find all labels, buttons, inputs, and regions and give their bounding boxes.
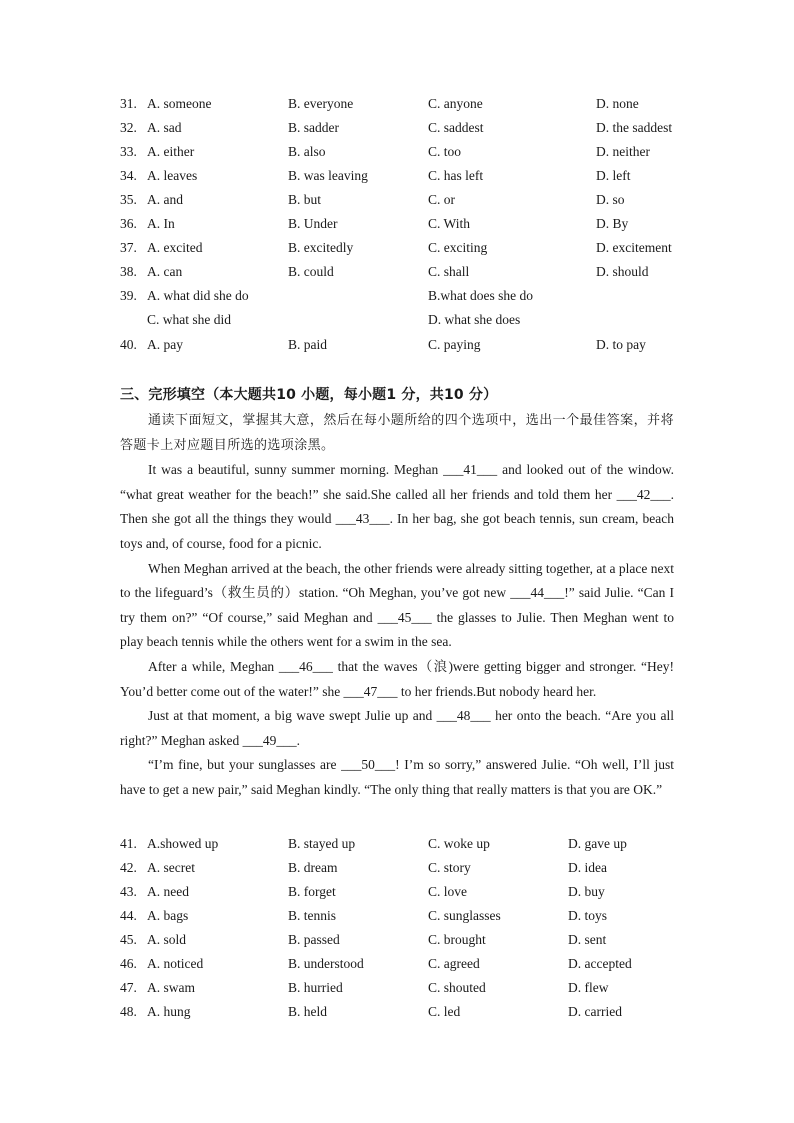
question-number: 37. xyxy=(120,240,137,255)
option-a: A. secret xyxy=(147,860,195,875)
option-b: B. understood xyxy=(288,956,364,971)
option-c: C. led xyxy=(428,1004,461,1019)
question-number: 36. xyxy=(120,216,137,231)
option-a: A. can xyxy=(147,264,183,279)
option-c: C. anyone xyxy=(428,96,483,111)
option-b: B. but xyxy=(288,192,322,207)
option-a: A. and xyxy=(147,192,183,207)
question-number: 45. xyxy=(120,932,137,947)
option-d: D. idea xyxy=(568,860,607,875)
option-c: C. story xyxy=(428,860,471,875)
option-b: B.what does she do xyxy=(428,288,533,303)
option-c: C. brought xyxy=(428,932,486,947)
question-number: 40. xyxy=(120,337,137,352)
option-b: B. forget xyxy=(288,884,336,899)
question-number: 43. xyxy=(120,884,137,899)
option-b: B. passed xyxy=(288,932,340,947)
option-b: B. hurried xyxy=(288,980,343,995)
passage-paragraph-4: Just at that moment, a big wave swept Julie up and ___48___ her onto the beach. “Are you all right?” Meghan asked ___49___. xyxy=(120,708,674,748)
option-d: D. toys xyxy=(568,908,608,923)
passage-paragraph-5: “I’m fine, but your sunglasses are ___50___! I’m so sorry,” answered Julie. “Oh well, I’ll just have to get a new pair,” said Meghan kindly. “The only thing that really matters is that you are OK.” xyxy=(120,757,674,797)
option-c: C. or xyxy=(428,192,455,207)
question-number: 48. xyxy=(120,1004,137,1019)
option-d: D. to pay xyxy=(596,337,646,352)
option-c: C. what she did xyxy=(147,312,231,327)
option-d: D. none xyxy=(596,96,639,111)
option-d: D. left xyxy=(596,168,631,183)
option-d: D. sent xyxy=(568,932,607,947)
option-b: B. Under xyxy=(288,216,338,231)
option-d: D. the saddest xyxy=(596,120,673,135)
option-a: A. sold xyxy=(147,932,187,947)
option-a: A. hung xyxy=(147,1004,191,1019)
passage-paragraph-1: It was a beautiful, sunny summer morning. Meghan ___41___ and looked out of the window. “what great weather for the beach!” she said.She called all her friends and told them her ___42___. Then she got all the things they would ___43___. In her bag, she got beach tennis, sun cream, beach toys and, of course, food for a picnic. xyxy=(120,462,674,551)
option-a: A. either xyxy=(147,144,195,159)
option-d: D. neither xyxy=(596,144,650,159)
option-b: B. dream xyxy=(288,860,338,875)
option-a: A. someone xyxy=(147,96,212,111)
option-d: D. buy xyxy=(568,884,605,899)
question-number: 31. xyxy=(120,96,137,111)
option-a: A. In xyxy=(147,216,175,231)
option-a: A. sad xyxy=(147,120,182,135)
question-number: 39. xyxy=(120,288,137,303)
question-number: 47. xyxy=(120,980,137,995)
section-title: 三、完形填空（本大题共10 小题，每小题1 分，共10 分） xyxy=(120,387,498,403)
option-a: A. pay xyxy=(147,337,183,352)
cloze-passage xyxy=(120,409,674,803)
option-d: D. accepted xyxy=(568,956,632,971)
instruction-paragraph: 通读下面短文，掌握其大意，然后在每小题所给的四个选项中，选出一个最佳答案，并将答题卡上对应题目所选的选项涂黑。 xyxy=(120,413,674,453)
option-d: D. so xyxy=(596,192,625,207)
question-number: 34. xyxy=(120,168,137,183)
option-d: D. excitement xyxy=(596,240,672,255)
question-number: 33. xyxy=(120,144,137,159)
option-c: C. has left xyxy=(428,168,484,183)
option-b: B. paid xyxy=(288,337,327,352)
option-c: C. too xyxy=(428,144,462,159)
option-c: C. paying xyxy=(428,337,481,352)
option-a: A. what did she do xyxy=(147,288,249,303)
option-d: D. By xyxy=(596,216,629,231)
option-a: A. noticed xyxy=(147,956,204,971)
option-b: B. sadder xyxy=(288,120,339,135)
question-number: 41. xyxy=(120,836,137,851)
option-a: A. excited xyxy=(147,240,203,255)
option-a: A. leaves xyxy=(147,168,198,183)
option-b: B. tennis xyxy=(288,908,337,923)
option-d: D. gave up xyxy=(568,836,627,851)
option-a: A. need xyxy=(147,884,189,899)
option-b: B. everyone xyxy=(288,96,354,111)
passage-paragraph-2: When Meghan arrived at the beach, the other friends were already sitting together, at a place next to the lifeguard’s（救生员的）station. “Oh Meghan, you’ve got new ___44___!” said Julie. “Can I try them on?” “Of course,” said Meghan and ___45___ the glasses to Julie. Then Meghan went to play beach tennis while the others went for a swim in the sea. xyxy=(120,560,674,650)
option-c: C. agreed xyxy=(428,956,480,971)
option-b: B. held xyxy=(288,1004,327,1019)
option-b: B. stayed up xyxy=(288,836,356,851)
option-c: C. exciting xyxy=(428,240,488,255)
option-b: B. excitedly xyxy=(288,240,354,255)
option-d: D. flew xyxy=(568,980,609,995)
option-d: D. what she does xyxy=(428,312,521,327)
option-a: A. swam xyxy=(147,980,195,995)
option-a: A. bags xyxy=(147,908,189,923)
option-c: C. With xyxy=(428,216,470,231)
question-number: 42. xyxy=(120,860,137,875)
option-d: D. carried xyxy=(568,1004,622,1019)
option-c: C. sunglasses xyxy=(428,908,501,923)
option-c: C. shall xyxy=(428,264,470,279)
option-b: B. could xyxy=(288,264,334,279)
option-b: B. also xyxy=(288,144,326,159)
option-d: D. should xyxy=(596,264,649,279)
option-a: A.showed up xyxy=(147,836,219,851)
option-b: B. was leaving xyxy=(288,168,368,183)
option-c: C. shouted xyxy=(428,980,486,995)
question-number: 32. xyxy=(120,120,137,135)
option-c: C. love xyxy=(428,884,467,899)
option-c: C. saddest xyxy=(428,120,484,135)
question-number: 35. xyxy=(120,192,137,207)
question-number: 38. xyxy=(120,264,137,279)
option-c: C. woke up xyxy=(428,836,490,851)
passage-paragraph-3: After a while, Meghan ___46___ that the waves（浪)were getting bigger and stronger. “Hey! You’d better come out of the water!” she ___47___ to her friends.But nobody heard her. xyxy=(120,658,674,699)
question-number: 46. xyxy=(120,956,137,971)
question-number: 44. xyxy=(120,908,137,923)
